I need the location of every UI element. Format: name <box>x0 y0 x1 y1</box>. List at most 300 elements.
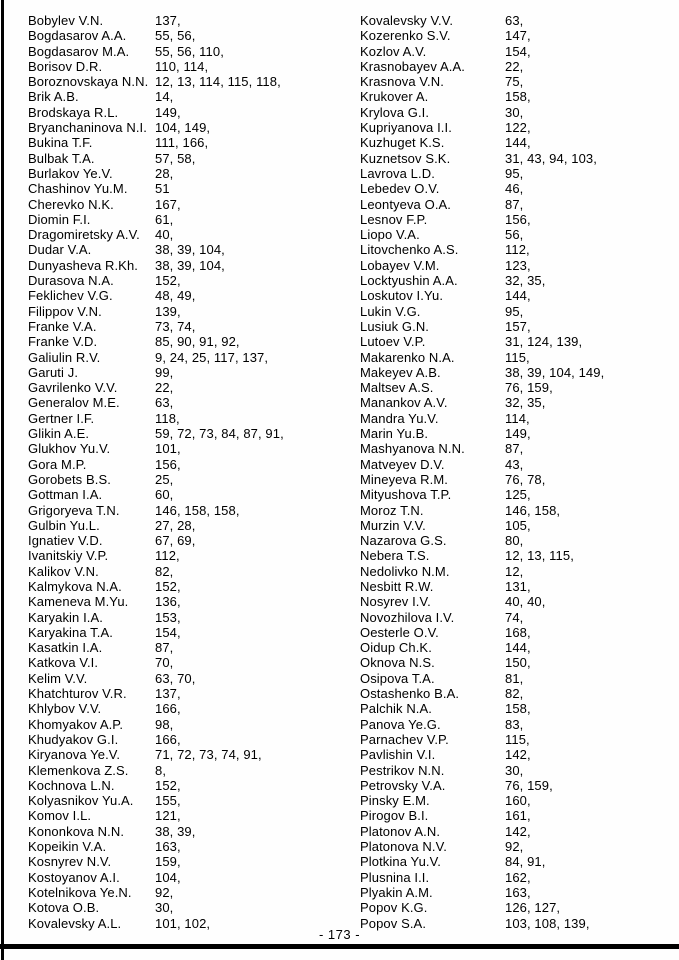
entry-page-numbers: 146, 158, <box>505 502 561 518</box>
scan-edge-bottom <box>0 944 679 949</box>
entry-author-name: Petrovsky V.A. <box>360 777 446 793</box>
entry-page-numbers: 30, <box>505 762 524 778</box>
entry-page-numbers: 166, <box>155 731 181 747</box>
entry-page-numbers: 82, <box>155 563 174 579</box>
index-entry <box>360 105 673 120</box>
entry-author-name: Krukover A. <box>360 89 429 105</box>
index-entry <box>28 671 360 686</box>
entry-page-numbers: 40, <box>155 227 174 243</box>
entry-author-name: Klemenkova Z.S. <box>28 762 129 778</box>
entry-page-numbers: 167, <box>155 196 181 212</box>
entry-page-numbers: 144, <box>505 288 531 304</box>
entry-author-name: Dunyasheva R.Kh. <box>28 257 138 273</box>
entry-page-numbers: 163, <box>505 884 531 900</box>
index-entry <box>360 885 673 900</box>
entry-page-numbers: 149, <box>505 426 531 442</box>
index-entry <box>28 503 360 518</box>
index-column-left <box>28 13 360 931</box>
entry-page-numbers: 38, 39, 104, <box>155 242 225 258</box>
index-entry <box>360 808 673 823</box>
entry-page-numbers: 59, 72, 73, 84, 87, 91, <box>155 426 284 442</box>
entry-page-numbers: 57, 58, <box>155 150 196 166</box>
entry-author-name: Makarenko N.A. <box>360 349 455 365</box>
entry-page-numbers: 154, <box>155 624 181 640</box>
entry-page-numbers: 74, <box>505 609 524 625</box>
entry-author-name: Plyakin A.M. <box>360 884 433 900</box>
index-entry <box>360 273 673 288</box>
entry-author-name: Borisov D.R. <box>28 58 103 74</box>
index-entry <box>360 227 673 242</box>
entry-author-name: Liopo V.A. <box>360 227 420 243</box>
entry-author-name: Kolyasnikov Yu.A. <box>28 793 134 809</box>
entry-page-numbers: 48, 49, <box>155 288 196 304</box>
entry-page-numbers: 98, <box>155 716 174 732</box>
entry-page-numbers: 110, 114, <box>155 58 209 74</box>
index-entry <box>360 640 673 655</box>
index-entry <box>360 197 673 212</box>
entry-author-name: Moroz T.N. <box>360 502 424 518</box>
entry-page-numbers: 156, <box>505 211 531 227</box>
entry-page-numbers: 101, <box>155 441 181 457</box>
index-entry <box>360 793 673 808</box>
entry-author-name: Plotkina Yu.V. <box>360 854 441 870</box>
entry-page-numbers: 12, 13, 114, 115, 118, <box>155 74 281 90</box>
entry-page-numbers: 76, 78, <box>505 471 546 487</box>
index-entry <box>28 44 360 59</box>
entry-page-numbers: 76, 159, <box>505 380 553 396</box>
entry-page-numbers: 155, <box>155 793 181 809</box>
entry-author-name: Gorobets B.S. <box>28 471 111 487</box>
entry-page-numbers: 12, 13, 115, <box>505 548 574 564</box>
entry-page-numbers: 95, <box>505 165 524 181</box>
entry-page-numbers: 115, <box>505 349 530 365</box>
index-entry <box>360 59 673 74</box>
entry-author-name: Lukin V.G. <box>360 303 421 319</box>
entry-page-numbers: 87, <box>505 441 524 457</box>
entry-author-name: Novozhilova I.V. <box>360 609 455 625</box>
entry-author-name: Chashinov Yu.M. <box>28 181 128 197</box>
entry-page-numbers: 40, 40, <box>505 594 546 610</box>
index-entry <box>360 854 673 869</box>
entry-author-name: Manankov A.V. <box>360 395 448 411</box>
entry-author-name: Generalov M.E. <box>28 395 120 411</box>
index-entry <box>360 503 673 518</box>
entry-page-numbers: 82, <box>505 686 524 702</box>
entry-page-numbers: 115, <box>505 731 530 747</box>
entry-author-name: Khudyakov G.I. <box>28 731 119 747</box>
entry-page-numbers: 144, <box>505 135 531 151</box>
entry-page-numbers: 159, <box>155 854 181 870</box>
entry-page-numbers: 162, <box>505 869 531 885</box>
entry-page-numbers: 126, 127, <box>505 900 561 916</box>
entry-page-numbers: 70, <box>155 655 174 671</box>
entry-page-numbers: 81, <box>505 670 524 686</box>
entry-page-numbers: 144, <box>505 640 531 656</box>
entry-page-numbers: 104, <box>155 869 181 885</box>
index-entry <box>28 518 360 533</box>
entry-page-numbers: 158, <box>505 701 531 717</box>
entry-author-name: Franke V.A. <box>28 318 97 334</box>
index-entry <box>360 304 673 319</box>
entry-page-numbers: 152, <box>155 578 181 594</box>
index-entry <box>28 793 360 808</box>
index-entry <box>28 900 360 915</box>
entry-page-numbers: 131, <box>505 578 531 594</box>
entry-page-numbers: 149, <box>155 104 181 120</box>
entry-page-numbers: 12, <box>505 563 524 579</box>
entry-page-numbers: 71, 72, 73, 74, 91, <box>155 747 262 763</box>
entry-author-name: Nosyrev I.V. <box>360 594 431 610</box>
entry-author-name: Kozerenko S.V. <box>360 28 451 44</box>
index-entry <box>28 426 360 441</box>
index-entry <box>360 212 673 227</box>
entry-page-numbers: 92, <box>505 839 524 855</box>
index-entry <box>360 548 673 563</box>
entry-page-numbers: 85, 90, 91, 92, <box>155 334 240 350</box>
entry-author-name: Leontyeva O.A. <box>360 196 452 212</box>
entry-page-numbers: 30, <box>505 104 524 120</box>
entry-author-name: Palchik N.A. <box>360 701 433 717</box>
index-entry <box>360 411 673 426</box>
index-entry <box>360 426 673 441</box>
index-entry <box>360 747 673 762</box>
index-entry <box>28 885 360 900</box>
entry-page-numbers: 25, <box>155 471 174 487</box>
entry-author-name: Bryanchaninova N.I. <box>28 120 147 136</box>
entry-page-numbers: 168, <box>505 624 531 640</box>
entry-page-numbers: 38, 39, 104, <box>155 257 225 273</box>
index-entry <box>360 900 673 915</box>
index-entry <box>360 686 673 701</box>
index-entry <box>28 594 360 609</box>
entry-page-numbers: 125, <box>505 487 531 503</box>
entry-page-numbers: 104, 149, <box>155 120 211 136</box>
entry-page-numbers: 123, <box>505 257 531 273</box>
entry-author-name: Pinsky E.M. <box>360 793 430 809</box>
entry-page-numbers: 28, <box>155 165 174 181</box>
index-entry <box>28 350 360 365</box>
index-entry <box>360 625 673 640</box>
entry-author-name: Kuzhuget K.S. <box>360 135 445 151</box>
index-entry <box>360 778 673 793</box>
entry-author-name: Dragomiretsky A.V. <box>28 227 140 243</box>
index-entry <box>360 166 673 181</box>
index-entry <box>28 548 360 563</box>
entry-author-name: Karyakina T.A. <box>28 624 113 640</box>
index-entry <box>360 533 673 548</box>
entry-page-numbers: 87, <box>155 640 174 656</box>
entry-page-numbers: 105, <box>505 517 531 533</box>
entry-author-name: Murzin V.V. <box>360 517 426 533</box>
entry-author-name: Brodskaya R.L. <box>28 104 119 120</box>
index-entry <box>28 640 360 655</box>
index-entry <box>360 824 673 839</box>
entry-author-name: Makeyev A.B. <box>360 364 441 380</box>
entry-page-numbers: 61, <box>155 211 174 227</box>
entry-author-name: Loskutov I.Yu. <box>360 288 444 304</box>
entry-page-numbers: 55, 56, <box>155 28 196 44</box>
index-entry <box>28 105 360 120</box>
entry-page-numbers: 152, <box>155 273 181 289</box>
index-entry <box>28 395 360 410</box>
entry-author-name: Glukhov Yu.V. <box>28 441 111 457</box>
entry-page-numbers: 38, 39, <box>155 823 196 839</box>
index-entry <box>360 441 673 456</box>
entry-author-name: Gertner I.F. <box>28 410 95 426</box>
entry-author-name: Diomin F.I. <box>28 211 91 227</box>
entry-author-name: Bogdasarov A.A. <box>28 28 127 44</box>
entry-page-numbers: 9, 24, 25, 117, 137, <box>155 349 269 365</box>
entry-author-name: Kuznetsov S.K. <box>360 150 451 166</box>
index-entry <box>28 487 360 502</box>
entry-author-name: Glikin A.E. <box>28 426 90 442</box>
entry-author-name: Matveyev D.V. <box>360 456 445 472</box>
entry-page-numbers: 8, <box>155 762 167 778</box>
index-entry <box>360 74 673 89</box>
entry-author-name: Kozlov A.V. <box>360 43 427 59</box>
entry-author-name: Krasnobayev A.A. <box>360 58 465 74</box>
entry-page-numbers: 80, <box>505 533 524 549</box>
entry-author-name: Oknova N.S. <box>360 655 435 671</box>
entry-page-numbers: 156, <box>155 456 181 472</box>
entry-page-numbers: 38, 39, 104, 149, <box>505 364 605 380</box>
entry-author-name: Mandra Yu.V. <box>360 410 439 426</box>
entry-author-name: Locktyushin A.A. <box>360 273 458 289</box>
index-entry <box>360 763 673 778</box>
entry-author-name: Galiulin R.V. <box>28 349 101 365</box>
entry-author-name: Kotelnikova Ye.N. <box>28 884 132 900</box>
index-entry <box>360 334 673 349</box>
entry-author-name: Bogdasarov M.A. <box>28 43 130 59</box>
entry-author-name: Krylova G.I. <box>360 104 430 120</box>
index-entry <box>360 594 673 609</box>
index-entry <box>28 763 360 778</box>
entry-page-numbers: 63, 70, <box>155 670 196 686</box>
index-entry <box>28 380 360 395</box>
index-entry <box>28 135 360 150</box>
entry-author-name: Osipova T.A. <box>360 670 435 686</box>
entry-author-name: Karyakin I.A. <box>28 609 103 625</box>
entry-author-name: Kononkova N.N. <box>28 823 125 839</box>
index-entry <box>360 89 673 104</box>
index-entry <box>28 273 360 288</box>
entry-author-name: Kovalevsky V.V. <box>360 13 454 28</box>
entry-page-numbers: 157, <box>505 318 531 334</box>
entry-author-name: Filippov V.N. <box>28 303 102 319</box>
entry-page-numbers: 67, 69, <box>155 533 196 549</box>
entry-page-numbers: 92, <box>155 884 174 900</box>
index-entry <box>360 518 673 533</box>
entry-author-name: Lesnov F.P. <box>360 211 428 227</box>
index-entry <box>28 411 360 426</box>
entry-author-name: Popov S.A. <box>360 915 427 931</box>
entry-author-name: Dudar V.A. <box>28 242 92 258</box>
entry-page-numbers: 112, <box>155 548 180 564</box>
index-entry <box>360 120 673 135</box>
index-entry <box>28 610 360 625</box>
entry-page-numbers: 158, <box>505 89 531 105</box>
index-entry <box>360 319 673 334</box>
index-entry <box>360 610 673 625</box>
entry-author-name: Maltsev A.S. <box>360 380 434 396</box>
entry-page-numbers: 46, <box>505 181 524 197</box>
entry-author-name: Kotova O.B. <box>28 900 100 916</box>
entry-page-numbers: 63, <box>505 13 524 28</box>
entry-author-name: Khatchturov V.R. <box>28 686 127 702</box>
index-entry <box>28 151 360 166</box>
entry-author-name: Lavrova L.D. <box>360 165 435 181</box>
entry-author-name: Platonova N.V. <box>360 839 447 855</box>
entry-author-name: Burlakov Ye.V. <box>28 165 113 181</box>
entry-page-numbers: 60, <box>155 487 174 503</box>
index-entry <box>28 166 360 181</box>
entry-page-numbers: 55, 56, 110, <box>155 43 224 59</box>
index-entry <box>28 701 360 716</box>
entry-page-numbers: 14, <box>155 89 174 105</box>
index-entry <box>360 44 673 59</box>
index-entry <box>28 197 360 212</box>
index-entry <box>28 824 360 839</box>
entry-author-name: Kovalevsky A.L. <box>28 915 122 931</box>
index-entry <box>360 564 673 579</box>
index-entry <box>360 242 673 257</box>
entry-author-name: Grigoryeva T.N. <box>28 502 120 518</box>
entry-page-numbers: 166, <box>155 701 181 717</box>
entry-page-numbers: 112, <box>505 242 530 258</box>
entry-author-name: Marin Yu.B. <box>360 426 429 442</box>
entry-page-numbers: 31, 43, 94, 103, <box>505 150 597 166</box>
index-entry <box>28 13 360 28</box>
entry-page-numbers: 76, 159, <box>505 777 553 793</box>
index-entry <box>360 28 673 43</box>
entry-author-name: Lobayev V.M. <box>360 257 440 273</box>
index-entry <box>360 365 673 380</box>
scan-edge-left <box>1 0 4 960</box>
index-entry <box>28 89 360 104</box>
entry-page-numbers: 31, 124, 139, <box>505 334 583 350</box>
author-index <box>28 13 673 931</box>
index-entry <box>28 747 360 762</box>
index-entry <box>28 334 360 349</box>
entry-page-numbers: 32, 35, <box>505 395 546 411</box>
entry-author-name: Plusnina I.I. <box>360 869 430 885</box>
entry-author-name: Gavrilenko V.V. <box>28 380 118 396</box>
entry-page-numbers: 142, <box>505 747 531 763</box>
entry-author-name: Platonov A.N. <box>360 823 441 839</box>
entry-page-numbers: 163, <box>155 839 181 855</box>
entry-page-numbers: 27, 28, <box>155 517 196 533</box>
index-entry <box>28 288 360 303</box>
entry-page-numbers: 136, <box>155 594 181 610</box>
entry-author-name: Litovchenko A.S. <box>360 242 459 258</box>
entry-page-numbers: 95, <box>505 303 524 319</box>
entry-author-name: Kosnyrev N.V. <box>28 854 112 870</box>
entry-author-name: Kasatkin I.A. <box>28 640 103 656</box>
index-entry <box>28 625 360 640</box>
entry-page-numbers: 114, <box>505 410 530 426</box>
entry-author-name: Kupriyanova I.I. <box>360 120 452 136</box>
index-entry <box>28 365 360 380</box>
index-entry <box>28 319 360 334</box>
index-entry <box>28 870 360 885</box>
entry-page-numbers: 63, <box>155 395 174 411</box>
index-entry <box>360 395 673 410</box>
entry-author-name: Nebera T.S. <box>360 548 430 564</box>
entry-page-numbers: 147, <box>505 28 531 44</box>
index-entry <box>28 74 360 89</box>
entry-page-numbers: 83, <box>505 716 524 732</box>
entry-author-name: Katkova V.I. <box>28 655 99 671</box>
entry-author-name: Ignatiev V.D. <box>28 533 103 549</box>
entry-author-name: Durasova N.A. <box>28 273 114 289</box>
entry-page-numbers: 99, <box>155 364 174 380</box>
entry-author-name: Mityushova T.P. <box>360 487 452 503</box>
entry-page-numbers: 30, <box>155 900 174 916</box>
index-entry <box>28 242 360 257</box>
entry-page-numbers: 22, <box>155 380 174 396</box>
entry-author-name: Panova Ye.G. <box>360 716 441 732</box>
index-entry <box>28 28 360 43</box>
entry-page-numbers: 139, <box>155 303 181 319</box>
entry-author-name: Kalmykova N.A. <box>28 578 122 594</box>
entry-author-name: Komov I.L. <box>28 808 92 824</box>
index-entry <box>360 732 673 747</box>
entry-author-name: Bulbak T.A. <box>28 150 95 166</box>
entry-author-name: Mineyeva R.M. <box>360 471 448 487</box>
entry-page-numbers: 101, 102, <box>155 915 211 931</box>
entry-author-name: Bobylev V.N. <box>28 13 104 28</box>
entry-author-name: Franke V.D. <box>28 334 98 350</box>
entry-author-name: Gora M.P. <box>28 456 87 472</box>
index-entry <box>28 59 360 74</box>
entry-author-name: Brik A.B. <box>28 89 79 105</box>
entry-author-name: Gulbin Yu.L. <box>28 517 100 533</box>
entry-author-name: Nazarova G.S. <box>360 533 447 549</box>
index-entry <box>360 350 673 365</box>
index-entry <box>360 135 673 150</box>
entry-author-name: Krasnova V.N. <box>360 74 444 90</box>
entry-page-numbers: 51 <box>155 181 170 197</box>
entry-author-name: Garuti J. <box>28 364 79 380</box>
index-entry <box>360 579 673 594</box>
index-entry <box>360 717 673 732</box>
entry-author-name: Ivanitskiy V.P. <box>28 548 109 564</box>
index-entry <box>360 380 673 395</box>
index-entry <box>360 839 673 854</box>
index-entry <box>28 717 360 732</box>
entry-author-name: Nedolivko N.M. <box>360 563 450 579</box>
index-entry <box>28 227 360 242</box>
entry-author-name: Kostoyanov A.I. <box>28 869 120 885</box>
index-entry <box>28 579 360 594</box>
entry-page-numbers: 137, <box>155 13 181 28</box>
index-entry <box>28 457 360 472</box>
entry-author-name: Lebedev O.V. <box>360 181 440 197</box>
entry-author-name: Pavlishin V.I. <box>360 747 436 763</box>
entry-author-name: Kiryanova Ye.V. <box>28 747 121 763</box>
entry-page-numbers: 142, <box>505 823 531 839</box>
entry-page-numbers: 103, 108, 139, <box>505 915 590 931</box>
page-number: - 173 - <box>318 927 361 942</box>
entry-author-name: Gottman I.A. <box>28 487 103 503</box>
index-entry <box>28 778 360 793</box>
index-entry <box>360 870 673 885</box>
entry-page-numbers: 153, <box>155 609 181 625</box>
index-entry <box>360 457 673 472</box>
index-entry <box>360 181 673 196</box>
entry-author-name: Kochnova L.N. <box>28 777 115 793</box>
index-entry <box>28 181 360 196</box>
